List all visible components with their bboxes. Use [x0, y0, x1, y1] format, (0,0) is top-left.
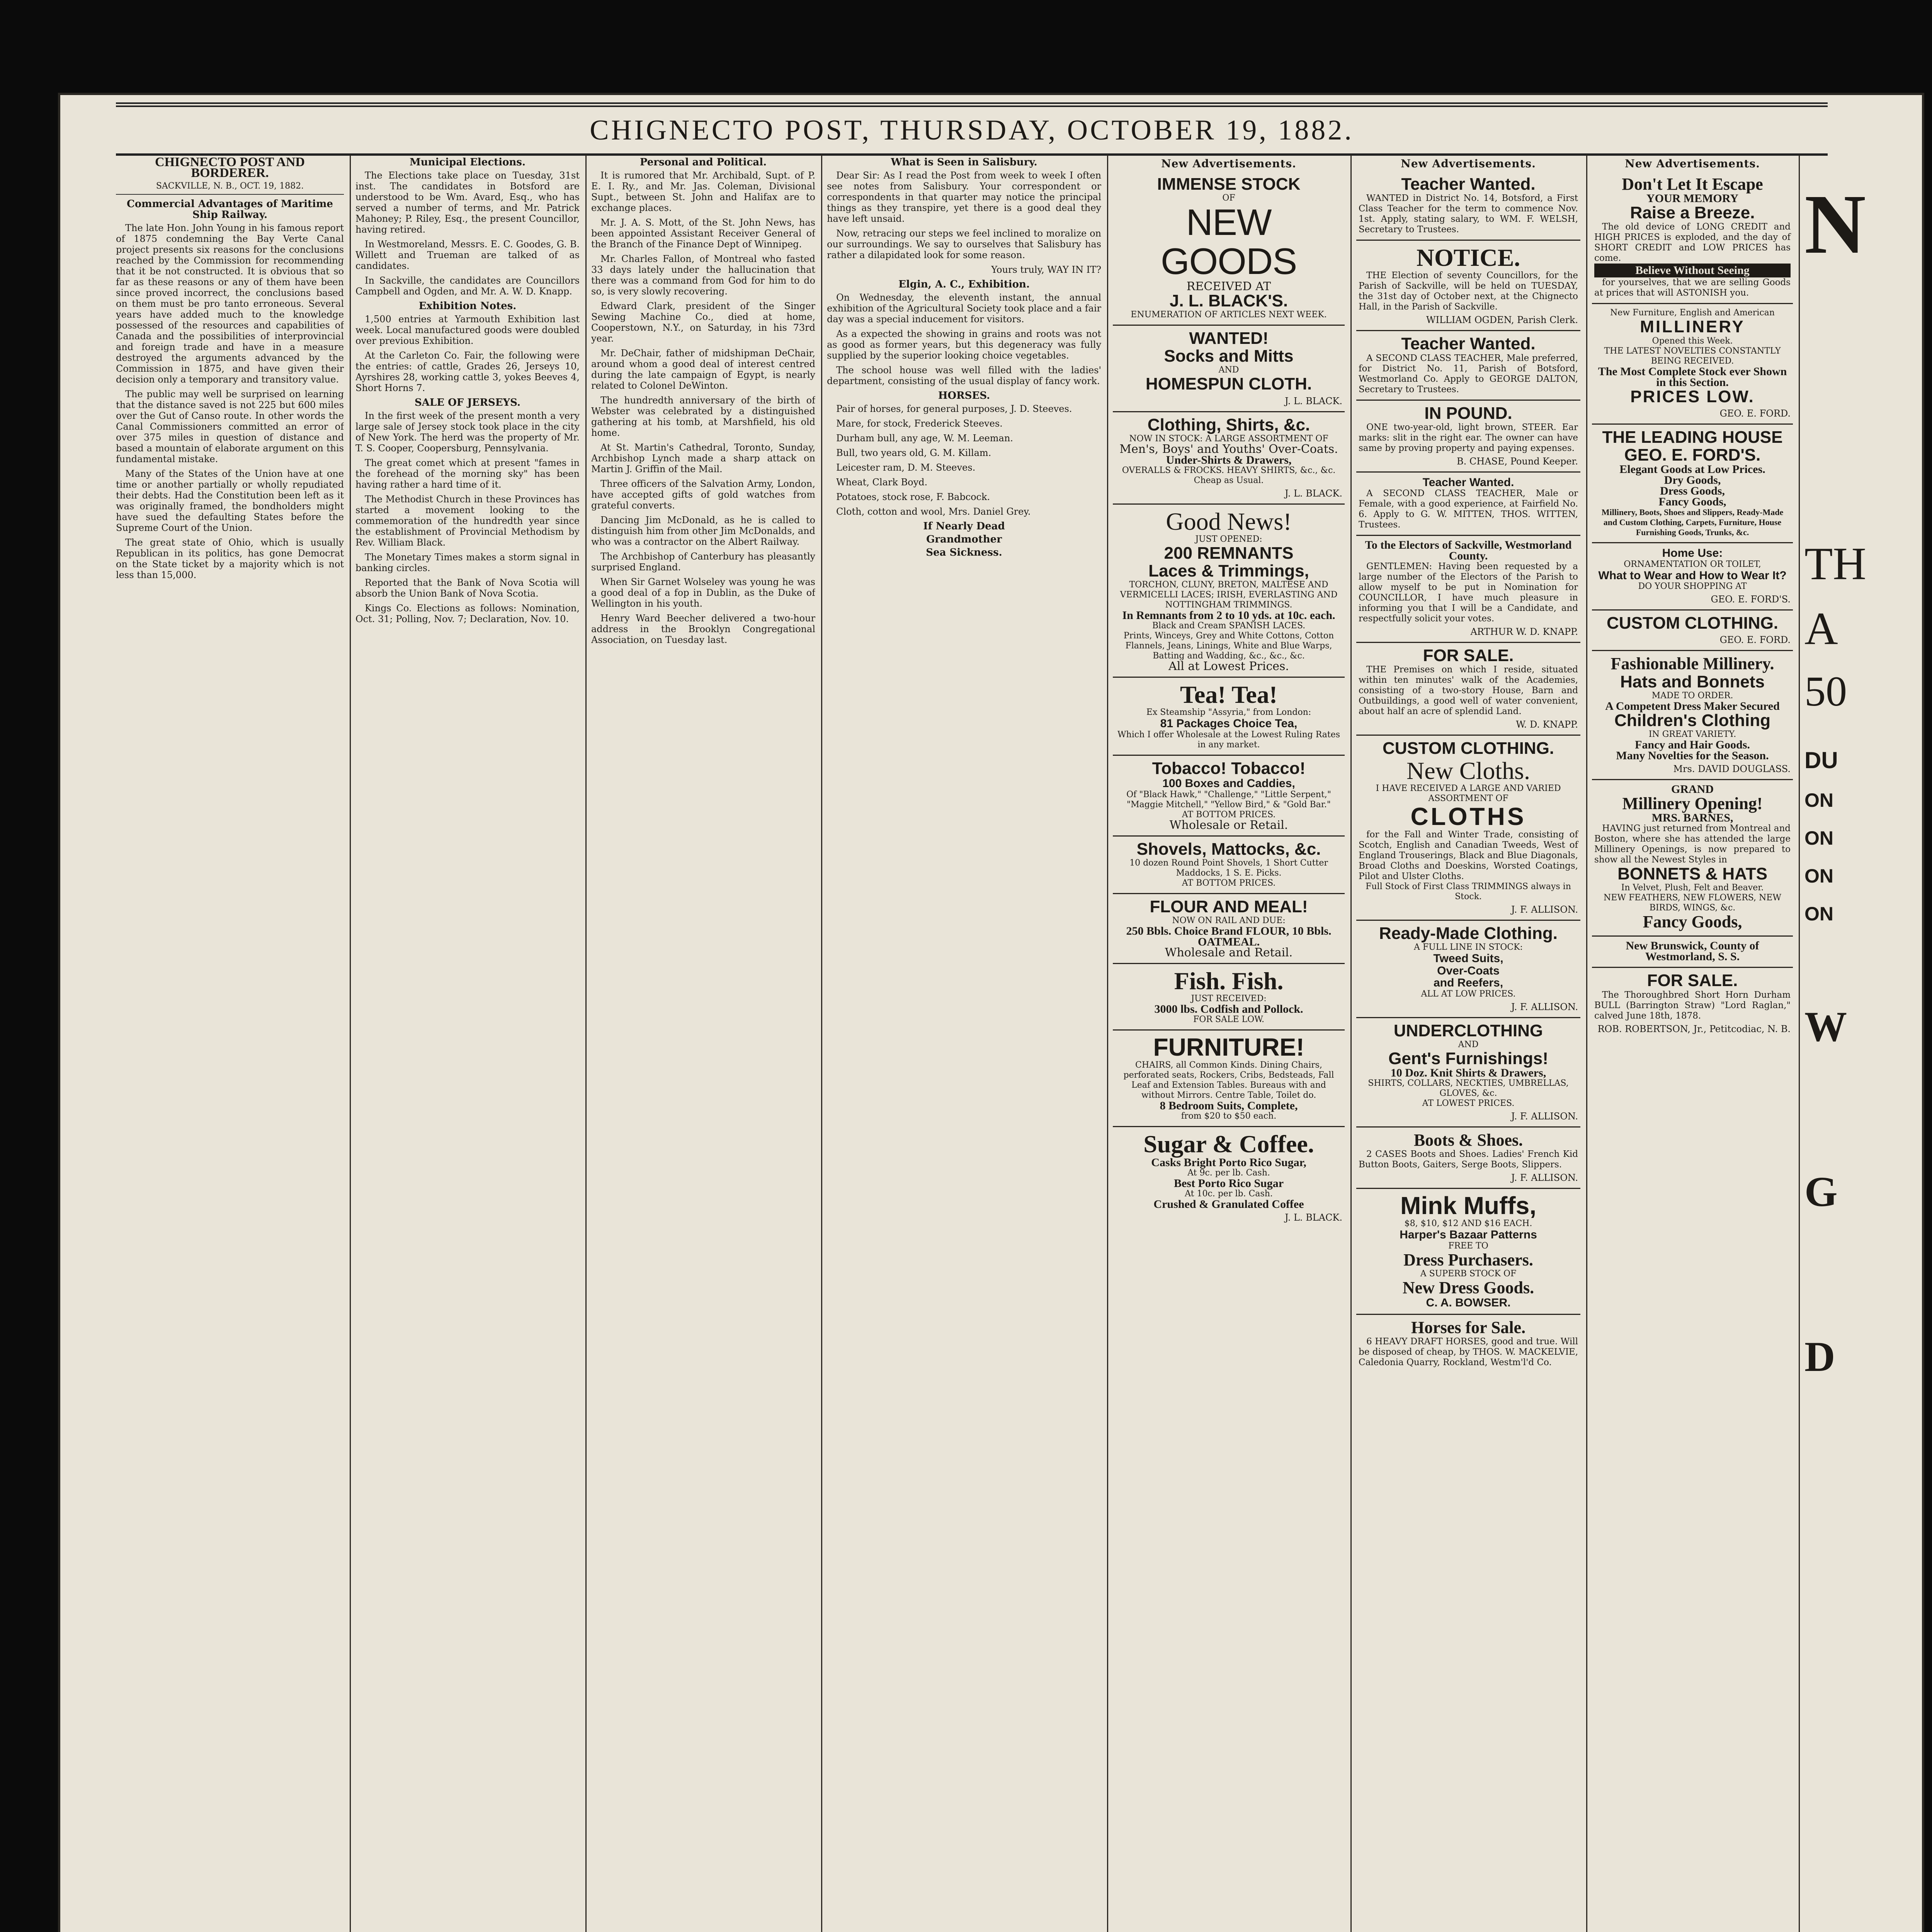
ad-headline: IN POUND. — [1424, 403, 1512, 423]
article-paragraph: At St. Martin's Cathedral, Toronto, Sunday, Archbishop Lynch made a sharp attack on Martin J. Griffin of the Mail. — [591, 442, 815, 474]
prize-list-item: Durham bull, any age, W. M. Leeman. — [836, 433, 1013, 444]
ad-signature: J. F. ALLISON. — [1511, 1172, 1578, 1184]
ad-signature: ROB. ROBERTSON, Jr., Petitcodiac, N. B. — [1597, 1023, 1791, 1034]
article-paragraph: The Archbishop of Canterbury has pleasantly surprised England. — [591, 551, 815, 573]
article-paragraph: Three officers of the Salvation Army, London, have accepted gifts of gold watches from grateful converts. — [591, 478, 815, 511]
article-paragraph: The Monetary Times makes a storm signal in banking circles. — [355, 552, 580, 573]
column-1 — [116, 155, 344, 1932]
ad-teacher-wanted-1 — [1356, 172, 1580, 241]
prize-list-item: Cloth, cotton and wool, Mrs. Daniel Grey. — [836, 506, 1031, 517]
ad-headline: Fancy Goods, — [1643, 912, 1742, 932]
article-paragraph: Henry Ward Beecher delivered a two-hour address in the Brooklyn Congregational Association, on Tuesday last. — [591, 613, 815, 645]
edge-letter: A — [1804, 603, 1838, 654]
ad-text: 250 Bbls. Choice Brand FLOUR, 10 Bbls. OATMEAL. — [1126, 925, 1332, 949]
ad-text: GENTLEMEN: Having been requested by a large number of the Electors of the Parish to allow myself to be put in Nomination for COUNCILLOR, I have much pleasure in informing you that I will be a Candidate, and respectfully solicit your votes. — [1359, 561, 1578, 624]
ad-notice — [1356, 241, 1580, 331]
edge-letter: N — [1804, 177, 1866, 271]
ad-underclothing — [1356, 1018, 1580, 1128]
ad-headline: Sugar & Coffee. — [1143, 1130, 1314, 1158]
ad-clothing — [1113, 412, 1345, 505]
ad-text: Elegant Goods at Low Prices. — [1619, 463, 1765, 476]
column-4 — [827, 155, 1101, 1932]
ad-text: The old device of LONG CREDIT and HIGH PRICES is exploded, and the day of SHORT CREDIT and LOW PRICES has come. — [1594, 222, 1791, 264]
article-paragraph: It is rumored that Mr. Archibald, Supt. of P. E. I. Ry., and Mr. Jas. Coleman, Divisional Supt., between St. John and Halifax are to exchange places. — [591, 170, 815, 213]
ad-fashionable-millinery — [1592, 651, 1793, 780]
subhead-horses: HORSES. — [938, 390, 990, 401]
ad-signature: Mrs. DAVID DOUGLASS. — [1673, 763, 1791, 774]
article-paragraph: Dancing Jim McDonald, as he is called to distinguish him from other Jim McDonalds, and who was a contractor on the Albert Railway. — [591, 515, 815, 547]
prize-list-item: Bull, two years old, G. M. Killam. — [836, 447, 992, 458]
article-paragraph: The hundredth anniversary of the birth of Webster was celebrated by a distinguished gathering at his tomb, at Marshfield, his old home. — [591, 395, 815, 438]
ad-text: Casks Bright Porto Rico Sugar, — [1151, 1156, 1306, 1169]
ad-headline: NEW GOODS — [1160, 202, 1297, 282]
ad-text: Black and Cream SPANISH LACES. — [1152, 621, 1306, 631]
column-3 — [591, 155, 815, 1932]
edge-letter: ON — [1804, 789, 1833, 811]
ad-for-sale-bull — [1592, 968, 1793, 1039]
ad-headline: FOR SALE. — [1423, 646, 1514, 665]
ad-text: New Furniture, English and American — [1610, 308, 1775, 318]
ad-text: ONE two-year-old, light brown, STEER. Ear marks: slit in the right ear. The owner can have same by proving property and paying expenses. — [1359, 422, 1578, 453]
ad-text: MADE TO ORDER. — [1651, 690, 1733, 701]
ad-teacher-wanted-3 — [1356, 473, 1580, 536]
ad-fish — [1113, 964, 1345, 1031]
ad-text: A Competent Dress Maker Secured — [1605, 699, 1780, 713]
ad-text: THE Election of seventy Councillors, for the Parish of Sackville, will be held on TUESDAY, the 31st day of October next, at the Chignecto Hall, in the Parish of Sackville. — [1359, 270, 1578, 312]
ad-text: AND — [1458, 1039, 1479, 1049]
ad-headline: What to Wear and How to Wear It? — [1598, 569, 1787, 582]
ad-signature: GEO. E. FORD'S. — [1711, 594, 1791, 605]
ad-headline: Clothing, Shirts, &c. — [1147, 415, 1310, 434]
ad-text: ENUMERATION OF ARTICLES NEXT WEEK. — [1131, 310, 1327, 320]
headline-exhibition-notes: Exhibition Notes. — [418, 300, 517, 312]
ad-text: Fancy Goods, — [1658, 495, 1726, 509]
ad-text: MRS. BARNES, — [1651, 811, 1733, 825]
ad-signature: J. F. ALLISON. — [1511, 1001, 1578, 1012]
ad-home-use — [1592, 543, 1793, 611]
edge-letter: ON — [1804, 903, 1833, 925]
article-paragraph: As a expected the showing in grains and roots was not as good as former years, but this degeneracy was fully supplied by the superior looking choice vegetables. — [827, 328, 1101, 361]
ad-text: for the Fall and Winter Trade, consisting of Scotch, English and Canadian Tweeds, West of England Trouserings, Black and Blue Diagonals, Broad Cloths and Doeskins, Worsted Coatings, Pilot and Ulster Cloths. — [1359, 830, 1578, 881]
ad-signature: GEO. E. FORD. — [1719, 634, 1791, 646]
ad-headline: Dress Purchasers. — [1403, 1250, 1533, 1269]
ad-headline: HOMESPUN CLOTH. — [1145, 374, 1312, 394]
ad-signature: J. L. BLACK. — [1284, 1212, 1342, 1223]
ad-headline: FOR SALE. — [1647, 971, 1738, 990]
ad-text: YOUR MEMORY — [1646, 192, 1739, 205]
ad-headline: Teacher Wanted. — [1422, 476, 1514, 489]
ad-text: 6 HEAVY DRAFT HORSES, good and true. Will be disposed of cheap, by THOS. W. MACKELVIE, Caledonia Quarry, Rockland, Westm'l'd Co. — [1359, 1337, 1578, 1367]
ad-headline: CLOTHS — [1410, 802, 1526, 830]
ad-headline: Children's Clothing — [1614, 711, 1770, 730]
ad-headline: Shovels, Mattocks, &c. — [1136, 839, 1321, 859]
prize-list-item: Potatoes, stock rose, F. Babcock. — [836, 492, 990, 502]
article-paragraph: Now, retracing our steps we feel inclined to moralize on our surroundings. We say to ourselves that Salisbury has rather a dilapidated look for some reason. — [827, 228, 1101, 260]
ad-text: 3000 lbs. Codfish and Pollock. — [1154, 1003, 1303, 1016]
ad-text: from $20 to $50 each. — [1181, 1111, 1277, 1121]
ad-text: Cheap as Usual. — [1194, 475, 1264, 485]
nameplate: CHIGNECTO POST AND BORDERER. — [155, 155, 305, 180]
ad-headline: Teacher Wanted. — [1401, 334, 1536, 354]
ad-sugar — [1113, 1127, 1345, 1227]
ad-text: A SECOND CLASS TEACHER, Male or Female, with a good experience, at Fairfield No. 6. Apply to G. W. MITTEN, THOS. WITTEN, Trustees. — [1359, 488, 1578, 530]
ad-headline: Laces & Trimmings, — [1148, 561, 1309, 581]
column-rule — [1799, 155, 1800, 1932]
column-rule — [1107, 155, 1108, 1932]
ad-text: Men's, Boys' and Youths' Over-Coats. — [1119, 442, 1338, 456]
article-paragraph: Edward Clark, president of the Singer Sewing Machine Co., died at home, Cooperstown, N.Y., on Saturday, in his 73rd year. — [591, 301, 815, 344]
subhead-sea-sickness: Sea Sickness. — [926, 547, 1002, 558]
masthead — [116, 102, 1828, 156]
headline-salisbury: What is Seen in Salisbury. — [891, 156, 1037, 168]
edge-letter: ON — [1804, 827, 1833, 849]
ad-text: ORNAMENTATION OR TOILET, — [1624, 559, 1761, 569]
new-advertisements-header: New Advertisements. — [1401, 157, 1536, 170]
ad-text: TORCHON, CLUNY, BRETON, MALTESE AND VERMICELLI LACES; IRISH, EVERLASTING AND NOTTINGHAM TRIMMINGS. — [1120, 580, 1338, 610]
ad-text: Wholesale or Retail. — [1169, 818, 1288, 832]
ad-text: A FULL LINE IN STOCK: — [1414, 942, 1523, 952]
ad-signature: J. L. BLACK. — [1284, 395, 1342, 406]
ad-text: Harper's Bazaar Patterns — [1400, 1228, 1537, 1242]
ad-text: Believe Without Seeing — [1594, 264, 1791, 277]
ad-headline: MILLINERY — [1640, 317, 1745, 337]
ad-signature: J. L. BLACK. — [1284, 488, 1342, 499]
article-paragraph: 1,500 entries at Yarmouth Exhibition last week. Local manufactured goods were doubled over previous Exhibition. — [355, 314, 580, 346]
new-advertisements-header: New Advertisements. — [1625, 157, 1760, 170]
edge-letter: D — [1804, 1333, 1835, 1380]
ad-headline: IMMENSE STOCK — [1157, 175, 1301, 194]
ad-headline: BONNETS & HATS — [1617, 864, 1767, 884]
article-paragraph: When Sir Garnet Wolseley was young he was a good deal of a fop in Dublin, as the Duke of Wellington in his youth. — [591, 577, 815, 609]
ad-text: Many Novelties for the Season. — [1616, 749, 1769, 762]
ad-headline: New Dress Goods. — [1402, 1278, 1534, 1298]
ad-teacher-wanted-2 — [1356, 331, 1580, 400]
ad-signature: ARTHUR W. D. KNAPP. — [1470, 626, 1578, 638]
ad-headline: Millinery Opening! — [1622, 794, 1763, 813]
ad-headline: Raise a Breeze. — [1630, 203, 1755, 223]
article-paragraph: Mr. DeChair, father of midshipman DeChair, around whom a good deal of interest centred during the late campaign of Egypt, is nearly related to Colonel DeWinton. — [591, 348, 815, 391]
article-paragraph: Mr. J. A. S. Mott, of the St. John News, has been appointed Assistant Receiver General of the Branch of the Finance Dept of Winnipeg. — [591, 217, 815, 250]
article-paragraph: Dear Sir: As I read the Post from week to week I often see notes from Salisbury. Your correspondent or correspondents in that quarter may notice the principal things as they transpire, yet there is a good deal they have left unsaid. — [827, 170, 1101, 224]
ad-text: NEW FEATHERS, NEW FLOWERS, NEW BIRDS, WINGS, &c. — [1604, 893, 1781, 913]
ad-text: AT BOTTOM PRICES. — [1182, 810, 1276, 820]
ad-headline: Don't Let It Escape — [1622, 175, 1763, 194]
ad-signature: W. D. KNAPP. — [1516, 719, 1578, 730]
edge-letter: G — [1804, 1168, 1838, 1215]
subhead-if-nearly-dead: If Nearly Dead — [923, 520, 1005, 532]
ad-headline: 81 Packages Choice Tea, — [1160, 717, 1298, 730]
ad-text: A SUPERB STOCK OF — [1420, 1269, 1517, 1279]
ad-text: OVERALLS & FROCKS. HEAVY SHIRTS, &c., &c. — [1122, 465, 1336, 475]
ad-text: Of "Black Hawk," "Challenge," "Little Serpent," "Maggie Mitchell," "Yellow Bird," & "Gold Bar." — [1126, 789, 1331, 810]
ad-text: OF — [1222, 193, 1235, 203]
prize-list-item: Pair of horses, for general purposes, J. D. Steeves. — [836, 403, 1072, 414]
ad-text: All at Lowest Prices. — [1168, 660, 1289, 673]
column-rule — [821, 155, 822, 1932]
masthead-title: CHIGNECTO POST, THURSDAY, OCTOBER 19, 1882. — [590, 114, 1354, 146]
ad-headline: Fashionable Millinery. — [1611, 654, 1774, 673]
headline-municipal-elections: Municipal Elections. — [409, 156, 526, 168]
ad-text: Millinery, Boots, Shoes and Slippers, Ready-Made and Custom Clothing, Carpets, Furniture, House Furnishing Goods, Trunks, &c. — [1601, 507, 1784, 537]
edge-letter: TH — [1804, 538, 1866, 589]
ad-signature: GEO. E. FORD. — [1719, 408, 1791, 419]
ad-text: HAVING just returned from Montreal and Boston, where she has attended the large Millinery Openings, is now prepared to show all the Newest Styles in — [1594, 823, 1791, 865]
ad-text: Tweed Suits, — [1433, 952, 1503, 965]
ad-tea — [1113, 678, 1345, 756]
ad-headline: UNDERCLOTHING — [1393, 1021, 1543, 1040]
ad-headline: New Brunswick, County of Westmorland, S. S. — [1626, 939, 1759, 963]
ad-text: FOR SALE LOW. — [1193, 1015, 1264, 1025]
column-7-ads — [1592, 155, 1793, 1932]
ad-text: Dress Goods, — [1660, 485, 1725, 498]
ad-text: Full Stock of First Class TRIMMINGS always in Stock. — [1366, 882, 1571, 901]
ad-text: NOW ON RAIL AND DUE: — [1172, 916, 1286, 926]
headline-elgin-exhibition: Elgin, A. C., Exhibition. — [898, 279, 1030, 290]
article-signature: Yours truly, WAY IN IT? — [991, 264, 1101, 275]
headline-ship-railway: Commercial Advantages of Maritime Ship Railway. — [127, 198, 333, 221]
ad-in-pound — [1356, 401, 1580, 473]
ad-text: The Thoroughbred Short Horn Durham BULL (Barrington Straw) "Lord Raglan," calved June 18th, 1878. — [1594, 990, 1791, 1021]
ad-text: SHIRTS, COLLARS, NECKTIES, UMBRELLAS, GLOVES, &c. — [1368, 1078, 1569, 1099]
ad-for-sale-premises — [1356, 643, 1580, 736]
ad-headline: Boots & Shoes. — [1413, 1131, 1523, 1150]
ad-headline: 200 REMNANTS — [1164, 543, 1294, 563]
ad-text: DO YOUR SHOPPING AT — [1638, 582, 1747, 592]
ad-text: Opened this Week. — [1652, 336, 1733, 346]
ad-text: Under-Shirts & Drawers, — [1166, 453, 1292, 466]
ad-text: Prints, Winceys, Grey and White Cottons, Cotton Flannels, Jeans, Linings, White and Blue Warps, Batting and Wadding, &c., &c., &c. — [1123, 631, 1334, 661]
ad-headline: CUSTOM CLOTHING. — [1606, 614, 1779, 633]
article-paragraph: In Westmoreland, Messrs. E. C. Goodes, G. B. Willett and Trueman are talked of as candidates. — [355, 239, 580, 271]
column-rule — [350, 155, 351, 1932]
ad-dont-let-it-escape — [1592, 172, 1793, 304]
ad-text: Ex Steamship "Assyria," from London: — [1146, 707, 1311, 718]
ad-text: AND — [1218, 365, 1239, 375]
ad-signature: WILLIAM OGDEN, Parish Clerk. — [1426, 315, 1578, 326]
ad-text: and Reefers, — [1433, 976, 1503, 990]
ad-text: AT LOWEST PRICES. — [1422, 1099, 1515, 1109]
ad-headline: 100 Boxes and Caddies, — [1162, 777, 1295, 790]
ad-furniture — [1113, 1031, 1345, 1127]
ad-boots-shoes — [1356, 1128, 1580, 1189]
column-6-ads — [1356, 155, 1580, 1932]
ad-flour — [1113, 894, 1345, 964]
ad-text: CHAIRS, all Common Kinds. Dining Chairs, perforated seats, Rockers, Cribs, Bedsteads, Fall Leaf and Extension Tables. Bureaus with and without Mirrors. Centre Table, Toilet do. — [1123, 1060, 1334, 1100]
ad-signature: J. F. ALLISON. — [1511, 1111, 1578, 1122]
ad-text: A SECOND CLASS TEACHER, Male preferred, for District No. 11, Parish of Botsford, Westmorland Co. Apply to GEORGE DALTON, Secretary to Trustees. — [1359, 353, 1578, 395]
ad-headline: GEO. E. FORD'S. — [1624, 445, 1761, 464]
ad-text: Over-Coats — [1437, 964, 1500, 977]
adjacent-page-edge — [1804, 155, 1920, 1932]
ad-text: THE Premises on which I reside, situated within ten minutes' walk of the Academies, consisting of a two-story House, Barn and Outbuildings, a good well of water convenient, about half an acre of splendid Land. — [1359, 665, 1578, 717]
edge-letter: 50 — [1804, 668, 1847, 715]
ad-text: In Velvet, Plush, Felt and Beaver. — [1621, 883, 1764, 893]
ad-text: NOW IN STOCK: A LARGE ASSORTMENT OF — [1129, 434, 1328, 444]
ad-text: THE LATEST NOVELTIES CONSTANTLY BEING RECEIVED. — [1604, 346, 1781, 366]
ad-legal-notice — [1592, 937, 1793, 968]
edge-letter: ON — [1804, 865, 1833, 887]
ad-text: Wholesale and Retail. — [1165, 946, 1293, 960]
ad-signature: B. CHASE, Pound Keeper. — [1457, 456, 1578, 467]
ad-headline: Tobacco! Tobacco! — [1152, 759, 1306, 778]
article-paragraph: The late Hon. John Young in his famous report of 1875 condemning the Bay Verte Canal project presents six reasons for the conclusions reached by the Commission for recommending that it be not constructed. It is obvious that so far as these reasons or any of them have been since proved incorrect, the conclusions based on them must be pro tanto erroneous. Several years have added much to the knowledge possessed of the resources and capabilities of Canada and the possibilities of interprovincial and foreign trade and have in a measure destroyed the arguments advanced by the Commission in 1875, and have given their decision only a temporary and transitory value. — [116, 223, 344, 385]
ad-headline: Mink Muffs, — [1400, 1192, 1536, 1220]
ad-text: Fancy and Hair Goods. — [1635, 738, 1750, 751]
ad-headline: Good News! — [1166, 507, 1292, 535]
ad-headline: Teacher Wanted. — [1401, 175, 1536, 194]
ad-custom-clothing — [1356, 736, 1580, 921]
article-paragraph: In Sackville, the candidates are Councillors Campbell and Ogden, and Mr. A. W. D. Knapp. — [355, 275, 580, 297]
new-advertisements-header: New Advertisements. — [1161, 157, 1296, 170]
ad-headline: Socks and Mitts — [1164, 347, 1294, 366]
ad-horses — [1356, 1315, 1580, 1372]
ad-headline: WANTED! — [1189, 328, 1269, 348]
ad-text: GRAND — [1671, 782, 1714, 796]
ad-headline: THE LEADING HOUSE — [1602, 427, 1783, 447]
ad-shovels — [1113, 837, 1345, 894]
article-paragraph: The school house was well filled with the ladies' department, consisting of the usual display of fancy work. — [827, 365, 1101, 386]
ad-text: RECEIVED AT — [1186, 279, 1271, 293]
article-paragraph: The public may well be surprised on learning that the distance saved is not 225 but 600 miles over the Gut of Canso route. In other words the Canal Commissioners committed an error of over 375 miles in question of distance and based a mountain of elaborate argument on this fundamental mistake. — [116, 389, 344, 464]
ad-headline: Ready-Made Clothing. — [1379, 924, 1558, 943]
ad-millinery-opening — [1592, 780, 1793, 937]
ad-signature: J. F. ALLISON. — [1511, 904, 1578, 915]
ad-millinery — [1592, 304, 1793, 424]
ad-ready-made — [1356, 921, 1580, 1018]
ad-text: $8, $10, $12 AND $16 EACH. — [1404, 1219, 1532, 1229]
ad-text: Dry Goods, — [1664, 474, 1721, 487]
ad-headline: PRICES LOW. — [1630, 387, 1755, 406]
article-paragraph: The great comet which at present "fames in the forehead of the morning sky" has been having rather a hard time of it. — [355, 457, 580, 490]
column-rule — [1586, 155, 1587, 1932]
dateline: SACKVILLE, N. B., OCT. 19, 1882. — [116, 181, 344, 195]
ad-text: JUST RECEIVED: — [1191, 994, 1267, 1004]
ad-headline: J. L. BLACK'S. — [1169, 291, 1288, 310]
ad-text: At 10c. per lb. Cash. — [1185, 1189, 1273, 1199]
article-paragraph: Many of the States of the Union have at one time or another partially or wholly repudiated their debts. Had the Constitution been left as it was originally framed, the bondholders might have sued the defaulting States before the Supreme Court of the Union. — [116, 468, 344, 533]
ad-headline: To the Electors of Sackville, Westmorland County. — [1365, 539, 1572, 563]
ad-headline: New Cloths. — [1406, 757, 1530, 784]
ad-text: At 9c. per lb. Cash. — [1187, 1168, 1270, 1178]
ad-immense-stock — [1113, 172, 1345, 326]
ad-electors — [1356, 536, 1580, 643]
subhead-grandmother: Grandmother — [926, 534, 1002, 545]
ad-text: Best Porto Rico Sugar — [1173, 1177, 1284, 1190]
article-paragraph: The Elections take place on Tuesday, 31st inst. The candidates in Botsford are understood to be Wm. Avard, Esq., who has served a number of terms, and Mr. Patrick Mahoney; P. Riley, Esq., the present Councillor, having retired. — [355, 170, 580, 235]
ad-text: In Remnants from 2 to 10 yds. at 10c. each. — [1122, 609, 1335, 622]
headline-personal-political: Personal and Political. — [639, 156, 767, 168]
column-rule — [585, 155, 587, 1932]
article-paragraph: Reported that the Bank of Nova Scotia will absorb the Union Bank of Nova Scotia. — [355, 577, 580, 599]
ad-text: Which I offer Wholesale at the Lowest Ruling Rates in any market. — [1117, 730, 1340, 750]
ad-text: 10 dozen Round Point Shovels, 1 Short Cutter Maddocks, 1 S. E. Picks. — [1129, 858, 1328, 878]
ad-text: FREE TO — [1448, 1241, 1488, 1251]
ad-good-news — [1113, 505, 1345, 678]
article-paragraph: On Wednesday, the eleventh instant, the annual exhibition of the Agricultural Society took place and a fair day was a special inducement for visitors. — [827, 292, 1101, 325]
column-5-ads — [1113, 155, 1345, 1932]
ad-text: ALL AT LOW PRICES. — [1421, 989, 1516, 999]
ad-mink-muffs — [1356, 1189, 1580, 1315]
article-paragraph: Kings Co. Elections as follows: Nomination, Oct. 31; Polling, Nov. 7; Declaration, Nov. 10. — [355, 603, 580, 624]
article-paragraph: The great state of Ohio, which is usually Republican in its politics, has gone Democrat on the State ticket by a majority which is not less than 15,000. — [116, 537, 344, 580]
ad-text: 10 Doz. Knit Shirts & Drawers, — [1390, 1066, 1546, 1080]
prize-list-item: Leicester ram, D. M. Steeves. — [836, 462, 976, 473]
ad-text: JUST OPENED: — [1195, 534, 1262, 544]
headline-sale-of-jerseys: SALE OF JERSEYS. — [414, 397, 521, 408]
prize-list-item: Wheat, Clark Boyd. — [836, 477, 928, 488]
edge-letter: W — [1804, 1003, 1847, 1050]
ad-headline: CUSTOM CLOTHING. — [1382, 739, 1554, 758]
ad-text: I HAVE RECEIVED A LARGE AND VARIED ASSORTMENT OF — [1376, 783, 1561, 803]
ad-tobacco — [1113, 756, 1345, 837]
ad-headline: Fish. Fish. — [1174, 967, 1284, 995]
article-paragraph: Mr. Charles Fallon, of Montreal who fasted 33 days lately under the hallucination that there was a command from God for him to do so, is very slowly recovering. — [591, 253, 815, 297]
ad-text: 2 CASES Boots and Shoes. Ladies' French Kid Button Boots, Gaiters, Serge Boots, Slippers. — [1359, 1149, 1578, 1170]
ad-signature: C. A. BOWSER. — [1426, 1296, 1511, 1310]
ad-text: AT BOTTOM PRICES. — [1182, 878, 1276, 888]
ad-headline: Gent's Furnishings! — [1388, 1049, 1548, 1068]
article-paragraph: In the first week of the present month a very large sale of Jersey stock took place in the city of New York. The herd was the property of Mr. T. S. Cooper, Coopersburg, Pennsylvania. — [355, 410, 580, 454]
ad-text: for yourselves, that we are selling Goods at prices that will ASTONISH you. — [1594, 277, 1791, 298]
ad-custom-clothing-ford — [1592, 611, 1793, 651]
ad-text: IN GREAT VARIETY. — [1648, 729, 1736, 739]
ad-headline: NOTICE. — [1416, 244, 1520, 272]
ad-text: WANTED in District No. 14, Botsford, a First Class Teacher for the term to commence Nov. 1st. Apply, stating salary, to WM. F. WELSH, Secretary to Trustees. — [1359, 193, 1578, 235]
ad-text: The Most Complete Stock ever Shown in this Section. — [1598, 365, 1787, 389]
column-rule — [1350, 155, 1352, 1932]
ad-headline: FURNITURE! — [1153, 1033, 1304, 1061]
article-paragraph: The Methodist Church in these Provinces has started a movement looking to the commemoration of the hundredth year since the establishment of Provincial Methodism by Rev. William Black. — [355, 494, 580, 548]
ad-leading-house — [1592, 425, 1793, 543]
edge-letter: DU — [1804, 747, 1838, 773]
ad-headline: Home Use: — [1662, 547, 1723, 560]
ad-headline: Horses for Sale. — [1411, 1318, 1526, 1337]
article-paragraph: At the Carleton Co. Fair, the following were the entries: of cattle, Grades 26, Jerseys 10, Ayrshires 28, working cattle 3, yokes Beeves 4, Short Horns 7. — [355, 350, 580, 393]
ad-wanted — [1113, 326, 1345, 412]
ad-text: 8 Bedroom Suits, Complete, — [1160, 1099, 1298, 1112]
ad-headline: Tea! Tea! — [1180, 681, 1277, 709]
ad-headline: FLOUR AND MEAL! — [1150, 897, 1308, 916]
column-2 — [355, 155, 580, 1932]
ad-text: Crushed & Granulated Coffee — [1153, 1197, 1304, 1211]
prize-list-item: Mare, for stock, Frederick Steeves. — [836, 418, 1003, 429]
ad-headline: Hats and Bonnets — [1620, 672, 1765, 691]
